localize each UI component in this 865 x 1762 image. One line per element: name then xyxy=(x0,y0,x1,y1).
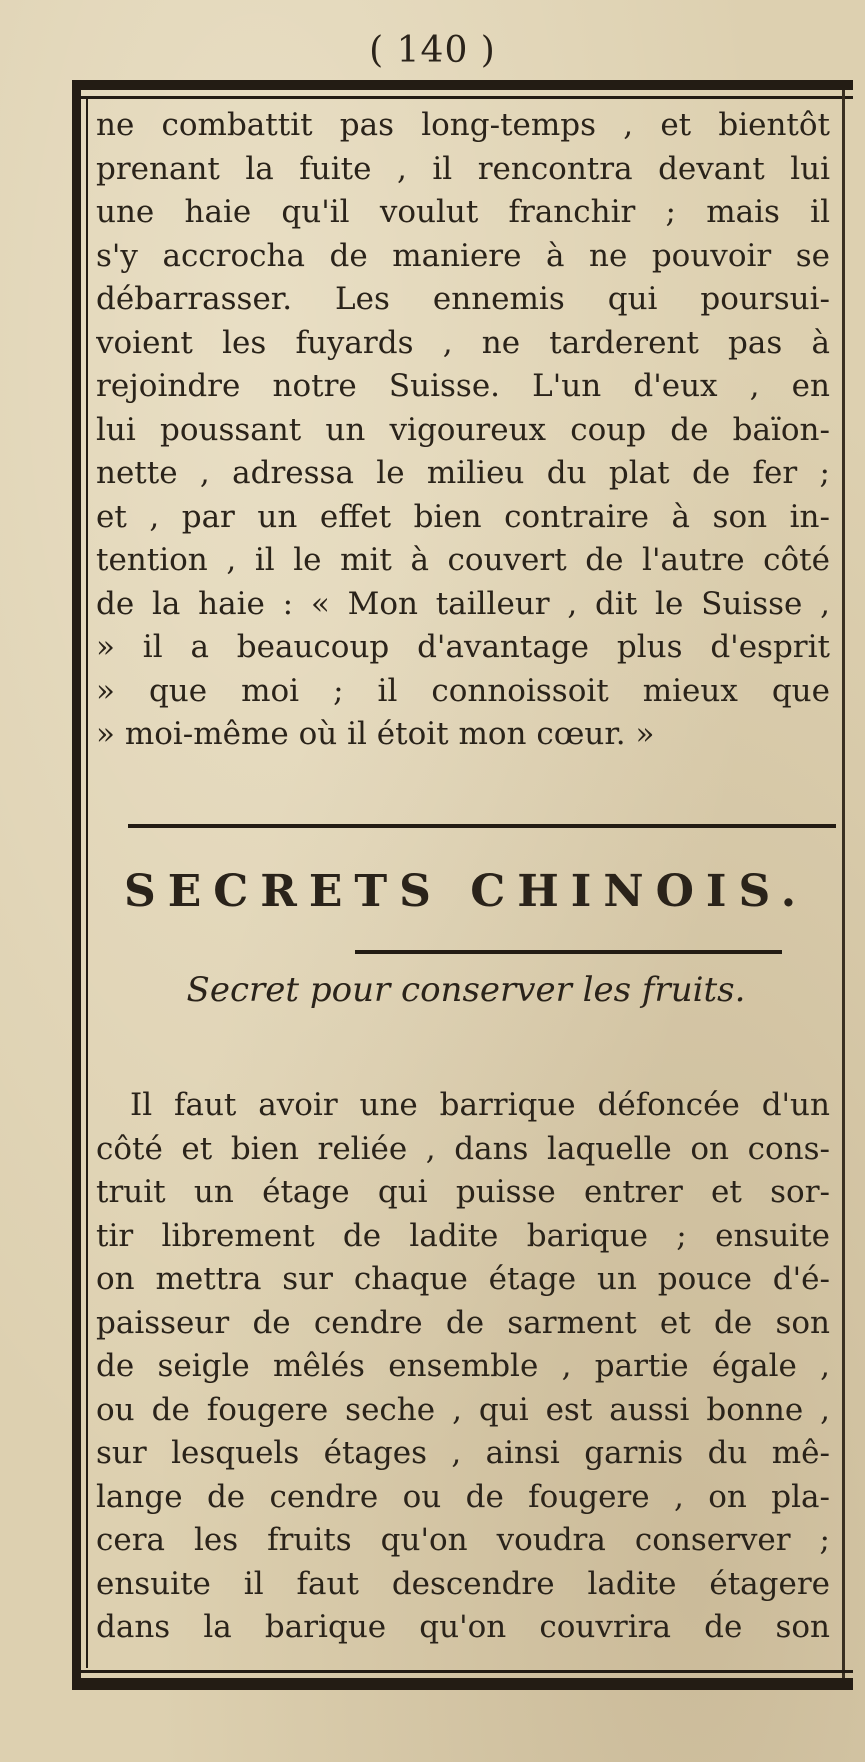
anecdote-line: » il a beaucoup d'avantage plus d'esprit xyxy=(96,629,830,665)
right-border xyxy=(842,90,845,1680)
recipe-subtitle: Secret pour conserver les fruits. xyxy=(186,970,746,1010)
recipe-line: paisseur de cendre de sarment et de son xyxy=(96,1304,830,1341)
anecdote-line: et , par un effet bien contraire à son in- xyxy=(96,498,830,535)
recipe-line: dans la barique qu'on couvrira de son xyxy=(96,1609,830,1645)
anecdote-paragraph xyxy=(96,104,830,757)
left-border-thick xyxy=(72,80,81,1685)
page-number: ( 140 ) xyxy=(369,30,496,71)
recipe-line: lange de cendre ou de fougere , on pla- xyxy=(96,1478,830,1515)
anecdote-line: débarrasser. Les ennemis qui poursui- xyxy=(96,281,830,317)
anecdote-line: s'y accrocha de maniere à ne pouvoir se xyxy=(96,237,830,274)
anecdote-line: une haie qu'il voulut franchir ; mais il xyxy=(96,194,830,230)
recipe-line: truit un étage qui puisse entrer et sor- xyxy=(96,1174,830,1210)
anecdote-line: voient les fuyards , ne tarderent pas à xyxy=(96,324,830,361)
recipe-line: ensuite il faut descendre ladite étagere xyxy=(96,1565,830,1602)
anecdote-line: » que moi ; il connoissoit mieux que xyxy=(96,672,830,709)
recipe-line: côté et bien reliée , dans laquelle on cons- xyxy=(96,1130,830,1167)
anecdote-line: prenant la fuite , il rencontra devant lui xyxy=(96,150,830,187)
anecdote-line: » moi-même où il étoit mon cœur. » xyxy=(96,716,655,752)
top-border-thick xyxy=(72,80,853,90)
anecdote-line: ne combattit pas long-temps , et bientôt xyxy=(96,107,830,143)
anecdote-line: lui poussant un vigoureux coup de baïon- xyxy=(96,411,830,448)
recipe-line: cera les fruits qu'on voudra conserver ; xyxy=(96,1522,830,1558)
recipe-paragraph xyxy=(96,1084,830,1650)
anecdote-line: nette , adressa le milieu du plat de fer ; xyxy=(96,455,830,491)
recipe-line: tir librement de ladite barique ; ensuite xyxy=(96,1217,830,1254)
recipe-line: on mettra sur chaque étage un pouce d'é- xyxy=(96,1261,830,1297)
anecdote-line: rejoindre notre Suisse. L'un d'eux , en xyxy=(96,368,830,404)
top-border-thin xyxy=(72,96,853,99)
recipe-line: sur lesquels étages , ainsi garnis du mê- xyxy=(96,1435,830,1471)
left-border-thin xyxy=(86,96,88,1668)
anecdote-line: tention , il le mit à couvert de l'autre côté xyxy=(96,542,830,578)
bottom-border-thin xyxy=(72,1670,853,1673)
section-divider xyxy=(128,824,836,828)
title-underline xyxy=(355,950,782,954)
anecdote-line: de la haie : « Mon tailleur , dit le Suisse , xyxy=(96,585,830,622)
recipe-line: de seigle mêlés ensemble , partie égale , xyxy=(96,1348,830,1384)
bottom-border-thick xyxy=(72,1678,853,1690)
recipe-line: ou de fougere seche , qui est aussi bonne , xyxy=(96,1391,830,1428)
section-title: SECRETS CHINOIS. xyxy=(123,866,809,917)
recipe-line: Il faut avoir une barrique défoncée d'un xyxy=(130,1087,830,1123)
